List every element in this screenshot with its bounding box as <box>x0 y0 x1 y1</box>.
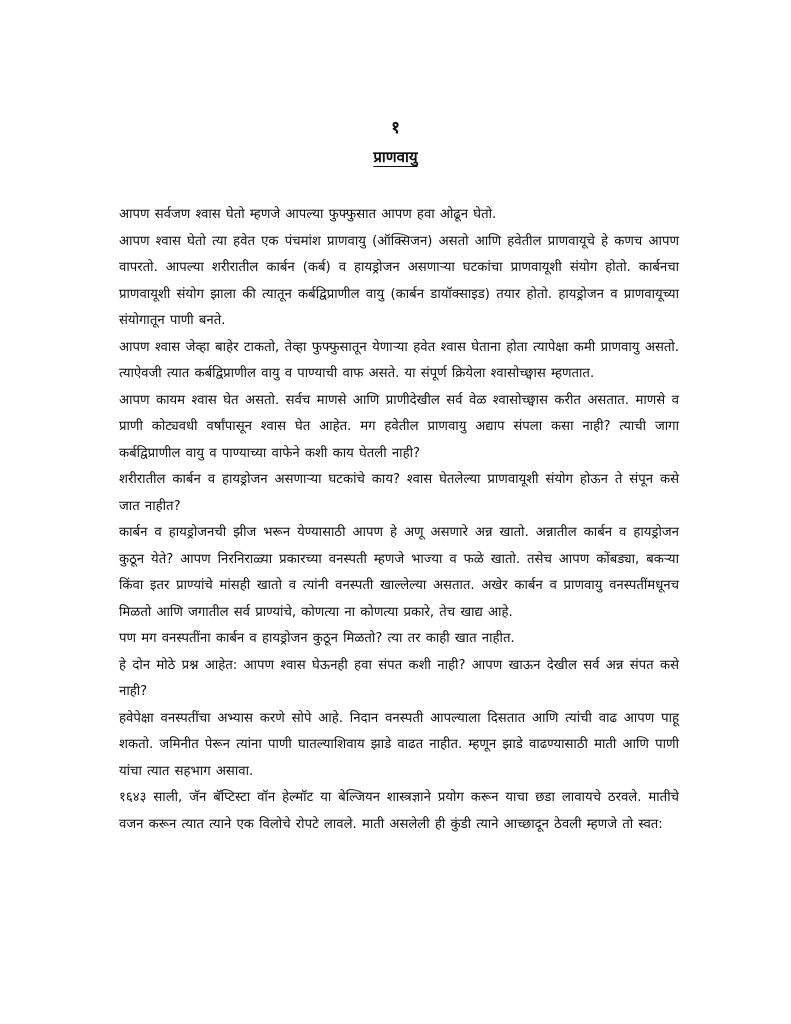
chapter-number: १ <box>391 118 400 138</box>
body-text <box>119 202 679 838</box>
chapter-title <box>0 144 791 170</box>
paragraph: हे दोन मोठे प्रश्न आहेत: आपण श्वास घेऊनही हवा संपत कशी नाही? आपण खाऊन देखील सर्व अन्न संपत कसे नाही? <box>119 657 679 699</box>
paragraph: १६४३ साली, जॅन बॅप्टिस्टा वॉन हेल्मॉट या बेल्जियन शास्त्रज्ञाने प्रयोग करून याचा छडा लावायचे ठरवले. मातीचे वजन करून त्यात त्याने एक विलोचे रोपटे लावले. माती असलेली ही कुंडी त्याने आच्छादून ठेवली म्हणजे तो स्वत: <box>119 790 679 832</box>
paragraph: पण मग वनस्पतींना कार्बन व हायड्रोजन कुठून मिळतो? त्या तर काही खात नाहीत. <box>119 631 515 646</box>
paragraph: शरीरातील कार्बन व हायड्रोजन असणाऱ्या घटकांचे काय? श्वास घेतलेल्या प्राणवायूशी संयोग होऊन ते संपून कसे जात नाहीत? <box>119 472 679 514</box>
paragraph: हवेपेक्षा वनस्पतींचा अभ्यास करणे सोपे आहे. निदान वनस्पती आपल्याला दिसतात आणि त्यांची वाढ आपण पाहू शकतो. जमिनीत पेरून त्यांना पाणी घातल्याशिवाय झाडे वाढत नाहीत. म्हणून झाडे वाढण्यासाठी माती आणि पाणी यांचा त्यात सहभाग असावा. <box>119 710 679 779</box>
chapter-title-text: प्राणवायु <box>373 148 418 166</box>
paragraph: आपण सर्वजण श्वास घेतो म्हणजे आपल्या फुफ्फुसात आपण हवा ओढून घेतो. <box>119 207 497 222</box>
paragraph: आपण श्वास घेतो त्या हवेत एक पंचमांश प्राणवायु (ऑक्सिजन) असतो आणि हवेतील प्राणवायूचे हे कणच आपण वापरतो. आपल्या शरीरातील कार्बन (कर्ब) व हायड्रोजन असणाऱ्या घटकांचा प्राणवायूशी संयोग होतो. कार्बनचा प्राणवायूशी संयोग झाला की त्यातून कर्बद्विप्राणील वायु (कार्बन डायॉक्साइड) तयार होतो. हायड्रोजन व प्राणवायूच्या संयोगातून पाणी बनते. <box>119 233 679 328</box>
paragraph: आपण कायम श्वास घेत असतो. सर्वच माणसे आणि प्राणीदेखील सर्व वेळ श्वासोच्छ्वास करीत असतात. माणसे व प्राणी कोट्यवधी वर्षांपासून श्वास घेत आहेत. मग हवेतील प्राणवायु अद्याप संपला कसा नाही? त्याची जागा कर्बद्विप्राणील वायु व पाण्याच्या वाफेने कशी काय घेतली नाही? <box>119 392 679 461</box>
paragraph: कार्बन व हायड्रोजनची झीज भरून येण्यासाठी आपण हे अणू असणारे अन्न खातो. अन्नातील कार्बन व हायड्रोजन कुठून येते? आपण निरनिराळ्या प्रकारच्या वनस्पती म्हणजे भाज्या व फळे खातो. तसेच आपण कोंबड्या, बकऱ्या किंवा इतर प्राण्यांचे मांसही खातो व त्यांनी वनस्पती खाल्लेल्या असतात. अखेर कार्बन व प्राणवायु वनस्पतींमधूनच मिळतो आणि जगातील सर्व प्राण्यांचे, कोणत्या ना कोणत्या प्रकारे, तेच खाद्य आहे. <box>119 525 679 620</box>
paragraph: आपण श्वास जेव्हा बाहेर टाकतो, तेव्हा फुफ्फुसातून येणाऱ्या हवेत श्वास घेताना होता त्यापेक्षा कमी प्राणवायु असतो. त्याऐवजी त्यात कर्बद्विप्राणील वायु व पाण्याची वाफ असते. या संपूर्ण क्रियेला श्वासोच्छ्वास म्हणतात. <box>119 339 679 381</box>
